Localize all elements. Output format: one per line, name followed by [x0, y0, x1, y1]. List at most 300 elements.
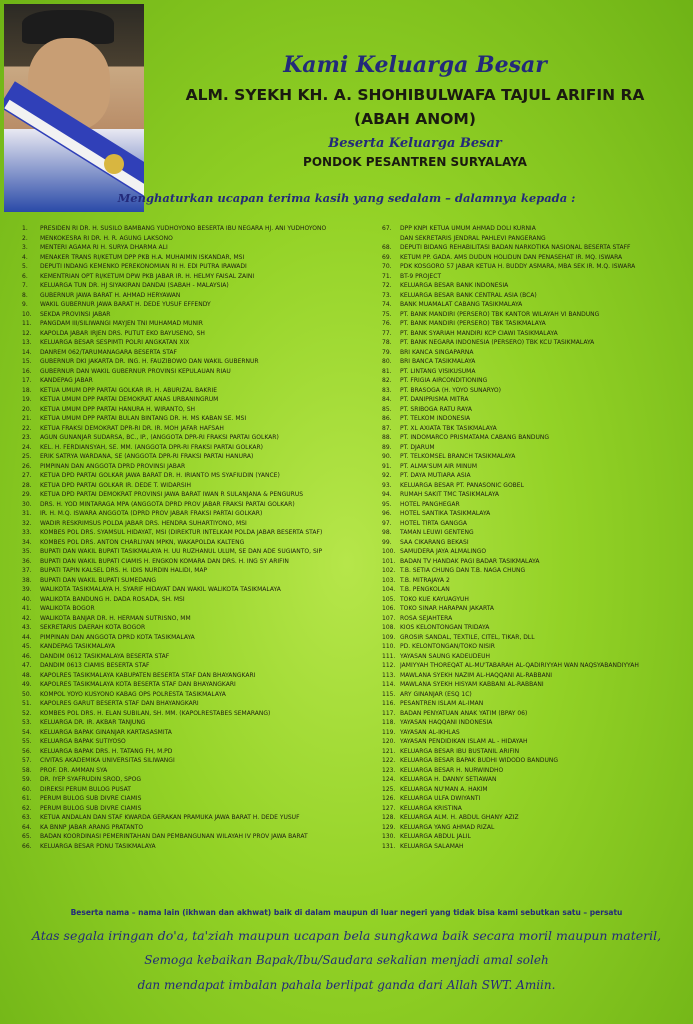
list-item-text: KELUARGA BESAR SESPIMTI POLRI ANGKATAN XIX	[40, 339, 190, 346]
list-item	[22, 386, 374, 396]
list-item	[382, 794, 687, 804]
list-item-number: 108.	[382, 624, 396, 631]
list-item-text: KA BNNP JABAR ARANG PRATANTO	[40, 823, 144, 831]
list-item-number: 31.	[22, 510, 32, 517]
list-item-number: 122.	[382, 757, 396, 764]
list-item	[382, 462, 687, 472]
list-item-text: AGUN GUNANJAR SUDARSA, BC., IP., (ANGGOTA DPR-RI FRAKSI PARTAI GOLKAR)	[40, 434, 279, 441]
list-item	[382, 823, 687, 833]
list-item-number: 68.	[382, 244, 392, 251]
footer-line-1: Atas segala iringan do'a, ta'ziah maupun ucapan bela sungkawa baik secara moril maupun materil,	[31, 928, 662, 943]
list-item	[22, 443, 374, 453]
list-item-text: GROSIR SANDAL, TEXTILE, CITEL, TIKAR, DLL	[400, 633, 535, 641]
list-item-number: 13.	[22, 339, 32, 346]
list-item	[382, 224, 687, 234]
list-item-number: 96.	[382, 510, 392, 517]
list-item-number: 38.	[22, 576, 32, 584]
list-item-text: KELUARGA ABDUL JALIL	[400, 833, 471, 840]
list-item	[22, 300, 374, 310]
list-item-text: PANGDAM III/SILIWANGI MAYJEN TNI MUHAMAD MUNIR	[40, 320, 203, 327]
list-item	[382, 538, 687, 548]
list-item-text: IR. H. M.Q. ISWARA ANGGOTA (DPRD PROV JABAR FRAKSI PARTAI GOLKAR)	[40, 510, 263, 517]
list-item-number: 62.	[22, 804, 32, 812]
list-item-text: DPP KNPI KETUA UMUM AHMAD DOLI KURNIA	[400, 225, 536, 232]
list-item	[22, 262, 374, 272]
list-item-text: BUPATI TAPIN KALSEL DRS. H. IDIS NURDIN HALIDI, MAP	[40, 567, 208, 574]
right-thanks-list	[382, 224, 687, 851]
list-item	[22, 823, 374, 833]
list-item-number: 101.	[382, 557, 396, 565]
list-item	[382, 519, 687, 529]
list-item-text: PT. SRIBOGA RATU RAYA	[400, 405, 472, 413]
list-item-text: WALIKOTA TASIKMALAYA H. SYARIF HIDAYAT DAN WAKIL WALIKOTA TASIKMALAYA	[40, 586, 281, 593]
list-item-text: KETUA FRAKSI DEMOKRAT DPR-RI DR. IR. MOH JAFAR HAFSAH	[40, 424, 224, 432]
list-item	[382, 832, 687, 842]
list-item-text: PERUM BULOG SUB DIVRE CIAMIS	[40, 795, 142, 802]
list-item-number: 128.	[382, 814, 396, 821]
list-item-text: MENAKER TRANS RI/KETUM DPP PKB H.A. MUHAIMIN ISKANDAR, MSI	[40, 253, 245, 261]
list-item-text: BUPATI DAN WAKIL BUPATI SUMEDANG	[40, 576, 157, 584]
list-item	[22, 528, 374, 538]
list-item	[22, 538, 374, 548]
list-item-text: KOMPOL YOYO KUSYONO KABAG OPS POLRESTA TASIKMALAYA	[40, 690, 226, 698]
list-item-text: PESANTREN ISLAM AL-IMAN	[400, 700, 484, 707]
list-item-number: 34.	[22, 538, 32, 546]
list-item-number: 24.	[22, 443, 32, 451]
list-item-number: 69.	[382, 253, 392, 261]
list-item-number: 97.	[382, 519, 392, 527]
list-item	[22, 452, 374, 462]
list-item-text: KETUA UMUM DPP PARTAI GOLKAR IR. H. ABURIZAL BAKRIE	[40, 386, 218, 394]
list-item-number: 85.	[382, 405, 392, 413]
list-item	[22, 310, 374, 320]
list-item	[22, 557, 374, 567]
header-subtitle: Beserta Keluarga Besar	[328, 136, 502, 151]
list-item-number	[382, 234, 400, 244]
list-item-number: 12.	[22, 329, 32, 337]
portrait-medal	[104, 154, 124, 174]
list-item	[22, 329, 374, 339]
list-item-text: PDK KOSGORO 57 JABAR KETUA H. BUDDY ASMARA, MBA SEK IR. M.Q. ISWARA	[400, 263, 636, 270]
list-item-text: BADAN KOORDINASI PEMERINTAHAN DAN PEMBANGUNAN WILAYAH IV PROV JAWA BARAT	[40, 833, 308, 840]
list-item-text: PIMPINAN DAN ANGGOTA DPRD KOTA TASIKMALAYA	[40, 633, 195, 641]
list-item	[382, 528, 687, 538]
list-item	[22, 671, 374, 681]
list-item-number: 57.	[22, 757, 32, 764]
list-item	[22, 376, 374, 386]
list-item-text: PT. BANK MANDIRI (PERSERO) TBK TASIKMALAYA	[400, 320, 546, 327]
list-item	[382, 509, 687, 519]
list-item-number: 51.	[22, 700, 32, 707]
list-item-number: 23.	[22, 434, 32, 441]
list-item-number: 35.	[22, 548, 32, 555]
list-item-text: WADIR RESKRIMSUS POLDA JABAR DRS. HENDRA SUHARTIYONO, MSI	[40, 519, 247, 527]
list-item	[22, 224, 374, 234]
list-item-text: KELUARGA SALAMAH	[400, 842, 464, 850]
list-item-text: SAA CIKARANG BEKASI	[400, 538, 469, 546]
list-item-number: 71.	[382, 272, 392, 280]
list-item	[22, 500, 374, 510]
list-item-text: HOTEL PANGHEGAR	[400, 500, 460, 508]
list-item-text: KOMBES POL DRS. SYAMSUL HIDAYAT, MSI (DIREKTUR INTELKAM POLDA JABAR BESERTA STAF)	[40, 529, 323, 536]
list-item	[22, 433, 374, 443]
list-item-number: 52.	[22, 709, 32, 717]
list-item-text: PT. TELKOM INDONESIA	[400, 415, 471, 422]
list-item	[22, 357, 374, 367]
list-item-number: 63.	[22, 814, 32, 821]
list-item	[382, 585, 687, 595]
list-item-text: KETUA DPD PARTAI GOLKAR IR. DEDE T. WIDARSIH	[40, 481, 191, 489]
list-item-text: KANDEPAG TASIKMALAYA	[40, 643, 116, 650]
list-item	[382, 500, 687, 510]
list-item	[22, 775, 374, 785]
list-item-text: KOMBES POL DRS. ANTON CHARLIYAN MPKN, WAKAPOLDA KALTENG	[40, 538, 245, 546]
list-item-number: 59.	[22, 776, 32, 783]
list-item-number: 121.	[382, 747, 396, 755]
list-item-text: KETUA ANDALAN DAN STAF KWARDA GERAKAN PRAMUKA JAWA BARAT H. DEDE YUSUF	[40, 814, 300, 821]
list-item	[382, 690, 687, 700]
list-item-text: MENKOKESRA RI DR. H. R. AGUNG LAKSONO	[40, 234, 173, 242]
list-item	[382, 357, 687, 367]
list-item-text: PT. BRASOGA (H. YOYO SUNARYO)	[400, 386, 501, 394]
list-item-number: 50.	[22, 690, 32, 698]
list-item-text: BADAN TV HANDAK PAGI BADAR TASIKMALAYA	[400, 557, 540, 565]
list-item-number: 126.	[382, 795, 396, 802]
list-item-text: KAPOLRES TASIKMALAYA KABUPATEN BESERTA STAF DAN BHAYANGKARI	[40, 671, 256, 679]
list-item	[382, 262, 687, 272]
list-item-number: 72.	[382, 282, 392, 289]
list-item	[22, 395, 374, 405]
list-item	[22, 785, 374, 795]
list-item	[22, 642, 374, 652]
list-item	[22, 747, 374, 757]
list-item-number: 118.	[382, 719, 396, 726]
list-item-text: GUBERNUR DAN WAKIL GUBERNUR PROVINSI KEPULAUAN RIAU	[40, 367, 231, 375]
list-item-number: 87.	[382, 424, 392, 432]
list-item-text: KELUARGA BESAR BANK CENTRAL ASIA (BCA)	[400, 291, 537, 299]
list-item-number: 45.	[22, 643, 32, 650]
list-item	[22, 804, 374, 814]
header-institution: PONDOK PESANTREN SURYALAYA	[303, 155, 527, 169]
list-item-number: 2.	[22, 234, 28, 242]
list-item	[22, 481, 374, 491]
list-item	[22, 709, 374, 719]
list-item	[382, 405, 687, 415]
list-item-text: KELUARGA BAPAK DRS. H. TATANG FH, M.PD	[40, 747, 173, 755]
list-item	[22, 519, 374, 529]
list-item	[22, 424, 374, 434]
list-item-text: YAYASAN HAQQANI INDONESIA	[400, 719, 493, 726]
list-item	[382, 775, 687, 785]
list-item-text: KELUARGA BAPAK SUTIYOSO	[40, 738, 126, 745]
list-item	[382, 376, 687, 386]
list-item	[382, 329, 687, 339]
list-item-number: 84.	[382, 396, 392, 403]
list-item-number: 7.	[22, 282, 28, 289]
list-item-text: MENTERI AGAMA RI H. SURYA DHARMA ALI	[40, 244, 168, 251]
list-item-text: DEPUTI INDANG KEMENKO PEREKONOMIAN RI H. EDI PUTRA IRAWADI	[40, 263, 247, 270]
list-item	[382, 728, 687, 738]
list-item	[22, 547, 374, 557]
list-item	[22, 272, 374, 282]
list-item-text: SEKDA PROVINSI JABAR	[40, 310, 111, 318]
list-item-text: MAWLANA SYEKH NAZIM AL-HAQQANI AL-RABBANI	[400, 671, 553, 679]
list-item-text: BRI KANCA SINGAPARNA	[400, 348, 474, 356]
list-item-text: KELUARGA YANG AHMAD RIZAL	[400, 823, 495, 831]
list-item-number: 113.	[382, 671, 396, 679]
list-item	[22, 661, 374, 671]
list-item-number: 99.	[382, 538, 392, 546]
list-item-number: 81.	[382, 367, 392, 375]
header-title: Kami Keluarga Besar	[283, 52, 547, 78]
list-item	[382, 547, 687, 557]
list-item	[22, 614, 374, 624]
list-item-text: KIOS KELONTONGAN TRIDAYA	[400, 624, 490, 631]
list-item	[22, 652, 374, 662]
list-item-text: WALIKOTA BOGOR	[40, 605, 95, 612]
list-item-text: DAN SEKRETARIS JENDRAL PAHLEVI PANGERANG	[400, 234, 546, 242]
list-item-text: MAWLANA SYEKH HISYAM KABBANI AL-RABBANI	[400, 681, 544, 688]
list-item	[382, 433, 687, 443]
list-item	[382, 680, 687, 690]
list-item	[382, 652, 687, 662]
list-item-text: PROF. DR. AMMAN SYA	[40, 766, 108, 774]
list-item-text: PERUM BULOG SUB DIVRE CIAMIS	[40, 804, 142, 812]
list-item-number: 9.	[22, 301, 28, 308]
list-item-number: 18.	[22, 386, 32, 394]
list-item-text: YAYASAN PENDIDIKAN ISLAM AL - HIDAYAH	[400, 738, 528, 745]
list-item-text: KEL. H. FERDIANSYAH, SE. MM. (ANGGOTA DPR-RI FRAKSI PARTAI GOLKAR)	[40, 443, 263, 451]
list-item-text: KELUARGA ULFA DWIYANTI	[400, 795, 481, 802]
list-item-number: 120.	[382, 738, 396, 745]
list-item-number: 61.	[22, 795, 32, 802]
list-item	[22, 756, 374, 766]
list-item-text: KANDEPAG JABAR	[40, 377, 93, 384]
list-item	[22, 253, 374, 263]
list-item-number: 41.	[22, 605, 32, 612]
list-item-number: 42.	[22, 614, 32, 622]
list-item-text: DEPUTI BIDANG REHABILITASI BADAN NARKOTIKA NASIONAL BESERTA STAFF	[400, 244, 631, 251]
list-item-text: KELUARGA TUN DR. HJ SIYAKIRAN DANDAI (SABAH - MALAYSIA)	[40, 282, 229, 289]
list-item-number: 119.	[382, 728, 396, 736]
list-item	[382, 367, 687, 377]
list-item-text: TOKO KUE KAYUAGYUH	[400, 595, 469, 603]
list-item-number: 30.	[22, 500, 32, 508]
list-item-number: 33.	[22, 529, 32, 536]
list-item	[22, 623, 374, 633]
list-item	[382, 243, 687, 253]
list-item-number: 6.	[22, 272, 28, 280]
list-item-text: KELUARGA NU'MAN A. HAKIM	[400, 785, 488, 793]
list-item	[22, 728, 374, 738]
list-item-text: PT. BANK SYARIAH MANDIRI KCP CIAWI TASIKMALAYA	[400, 329, 558, 337]
list-item	[382, 291, 687, 301]
list-item-text: PT. DANIPRISMA MITRA	[400, 396, 469, 403]
list-item	[22, 281, 374, 291]
header-name: ALM. SYEKH KH. A. SHOHIBULWAFA TAJUL ARIFIN RA	[185, 86, 645, 104]
list-item-text: WAKIL GUBERNUR JAWA BARAT H. DEDE YUSUF EFFENDY	[40, 301, 211, 308]
footer-line-3: dan mendapat imbalan pahala berlipat ganda dari Allah SWT. Amiin.	[137, 978, 556, 992]
list-item-number: 73.	[382, 291, 392, 299]
list-item-number: 48.	[22, 671, 32, 679]
list-item-text: DIREKSI PERUM BULOG PUSAT	[40, 785, 131, 793]
list-item-number: 70.	[382, 263, 392, 270]
list-item-text: KAPOLRES TASIKMALAYA KOTA BESERTA STAF DAN BHAYANGKARI	[40, 681, 236, 688]
list-item-number: 16.	[22, 367, 32, 375]
list-item-text: SEKRETARIS DAERAH KOTA BOGOR	[40, 624, 146, 631]
list-item-number: 88.	[382, 434, 392, 441]
list-item	[382, 424, 687, 434]
list-item	[382, 414, 687, 424]
list-item-text: ARY GINANJAR (ESQ 1C)	[400, 690, 472, 698]
list-item	[22, 243, 374, 253]
list-item-text: PT. BANK MANDIRI (PERSERO) TBK KANTOR WILAYAH VI BANDUNG	[400, 310, 600, 318]
list-item	[382, 709, 687, 719]
list-item-number: 27.	[22, 472, 32, 479]
list-item	[382, 633, 687, 643]
list-item-number: 43.	[22, 624, 32, 631]
list-item-text: HOTEL TIRTA GANGGA	[400, 519, 467, 527]
list-item-number: 60.	[22, 785, 32, 793]
list-item	[22, 604, 374, 614]
list-item-text: BUPATI DAN WAKIL BUPATI CIAMIS H. ENGKON KOMARA DAN DRS. H. ING SY ARIFIN	[40, 557, 289, 565]
list-item-text: TOKO SINAR HARAPAN JAKARTA	[400, 605, 494, 612]
list-item-number: 105.	[382, 595, 396, 603]
list-item-text: WALIKOTA BANJAR DR. H. HERMAN SUTRISNO, MM	[40, 614, 191, 622]
header	[150, 44, 680, 169]
list-item	[382, 386, 687, 396]
header-alias: (ABAH ANOM)	[354, 110, 476, 128]
list-item	[22, 576, 374, 586]
list-item-number: 107.	[382, 614, 396, 622]
list-item-text: PT. FRIGIA AIRCONDITIONING	[400, 377, 488, 384]
list-item-text: KOMBES POL DRS. H. ELAN SUBILAN, SH. MM. (KAPOLRESTABES SEMARANG)	[40, 709, 271, 717]
list-item-number: 58.	[22, 766, 32, 774]
list-item-number: 114.	[382, 681, 396, 688]
list-item-text: BRI BANCA TASIKMALAYA	[400, 358, 476, 365]
list-item-number: 54.	[22, 728, 32, 736]
list-item-number: 46.	[22, 652, 32, 660]
list-item	[22, 699, 374, 709]
list-item-number: 28.	[22, 481, 32, 489]
list-item-number: 129.	[382, 823, 396, 831]
list-item-number: 116.	[382, 700, 396, 707]
list-item-number: 83.	[382, 386, 392, 394]
list-item	[22, 737, 374, 747]
list-item	[22, 633, 374, 643]
list-item-text: KELUARGA BAPAK GINANJAR KARTASASMITA	[40, 728, 172, 736]
list-item	[382, 348, 687, 358]
list-item-number: 20.	[22, 405, 32, 413]
list-item-number: 55.	[22, 738, 32, 745]
list-item-text: YAYASAN AL-IKHLAS	[400, 728, 460, 736]
list-item	[22, 291, 374, 301]
list-item	[22, 718, 374, 728]
list-item	[382, 452, 687, 462]
list-item-text: SAMUDERA JAYA ALMALINGO	[400, 548, 487, 555]
list-item-number: 124.	[382, 776, 396, 783]
list-item-number: 111.	[382, 652, 396, 660]
list-item-number: 125.	[382, 785, 396, 793]
list-item	[22, 234, 374, 244]
list-item	[22, 794, 374, 804]
list-item	[382, 813, 687, 823]
list-item-number: 26.	[22, 462, 32, 470]
list-item-number: 66.	[22, 842, 32, 850]
list-item-text: DANREM 062/TARUMANAGARA BESERTA STAF	[40, 348, 177, 356]
list-item-number: 106.	[382, 605, 396, 612]
list-item-text: KELUARGA KRISTINA	[400, 804, 462, 812]
list-item	[22, 462, 374, 472]
list-item-number: 36.	[22, 557, 32, 565]
list-item-number: 4.	[22, 253, 28, 261]
list-item	[22, 690, 374, 700]
list-item	[22, 766, 374, 776]
list-item-text: WALIKOTA BANDUNG H. DADA ROSADA, SH. MSI	[40, 595, 185, 603]
list-item	[382, 785, 687, 795]
list-item	[22, 367, 374, 377]
list-item-text: KELUARGA H. DANNY SETIAWAN	[400, 776, 497, 783]
list-item	[22, 585, 374, 595]
list-item-number: 102.	[382, 567, 396, 574]
list-item	[22, 490, 374, 500]
list-item-text: ERIK SATRYA WARDANA, SE (ANGGOTA DPR-RI FRAKSI PARTAI HANURA)	[40, 453, 254, 460]
list-item-text: ROSA SEJAHTERA	[400, 614, 453, 622]
list-item-number: 104.	[382, 586, 396, 593]
list-item-text: PIMPINAN DAN ANGGOTA DPRD PROVINSI JABAR	[40, 462, 186, 470]
list-item-text: JAMIYYAH THOREQAT AL-MU'TABARAH AL-QADIRIYYAH WAN NAQSYABANDIYYAH	[400, 662, 639, 669]
list-item-number: 131.	[382, 842, 396, 850]
list-item-number: 123.	[382, 766, 396, 774]
list-item-number: 39.	[22, 586, 32, 593]
list-item-text: KELUARGA BESAR PT. PANASONIC GOBEL	[400, 481, 524, 489]
list-item-number: 109.	[382, 633, 396, 641]
list-item-number: 22.	[22, 424, 32, 432]
list-item-number: 93.	[382, 481, 392, 489]
list-item	[382, 756, 687, 766]
list-item-text: KELUARGA BESAR BAPAK BUDHI WIDODO BANDUNG	[400, 757, 558, 764]
list-item	[382, 490, 687, 500]
list-item-number: 3.	[22, 244, 28, 251]
list-item-number: 90.	[382, 453, 392, 460]
list-item-number: 67.	[382, 225, 392, 232]
list-item-number: 15.	[22, 358, 32, 365]
list-item-text: BT-9 PROJECT	[400, 272, 442, 280]
list-item-text: KETUA DPD PARTAI DEMOKRAT PROVINSI JAWA BARAT IWAN R SULANJANA & PENGURUS	[40, 491, 304, 498]
list-item	[382, 319, 687, 329]
list-item	[382, 481, 687, 491]
list-item-number: 76.	[382, 320, 392, 327]
list-item-text: HOTEL SANTIKA TASIKMALAYA	[400, 510, 491, 517]
list-item-text: KELUARGA BESAR PDNU TASIKMALAYA	[40, 842, 156, 850]
footer-line-2: Semoga kebaikan Bapak/Ibu/Saudara sekalian menjadi amal soleh	[144, 953, 549, 967]
list-item	[382, 395, 687, 405]
list-item-number: 78.	[382, 339, 392, 346]
list-item-number: 25.	[22, 453, 32, 460]
list-item-number: 21.	[22, 415, 32, 422]
list-item-number: 75.	[382, 310, 392, 318]
list-item	[382, 576, 687, 586]
left-thanks-list	[22, 224, 374, 851]
list-item-number: 100.	[382, 548, 396, 555]
list-item	[382, 614, 687, 624]
list-item-text: BUPATI DAN WAKIL BUPATI TASIKMALAYA H. UU RUZHANUL ULUM, SE DAN ADE SUGIANTO, SIP	[40, 548, 323, 555]
list-item-number: 65.	[22, 833, 32, 840]
list-item-text: DANDIM 0613 CIAMIS BESERTA STAF	[40, 662, 150, 669]
list-item-text: PT. INDOMARCO PRISMATAMA CABANG BANDUNG	[400, 434, 550, 441]
list-item-text: KELUARGA BESAR H. NURWINDHO	[400, 766, 504, 774]
list-item-number: 127.	[382, 804, 396, 812]
